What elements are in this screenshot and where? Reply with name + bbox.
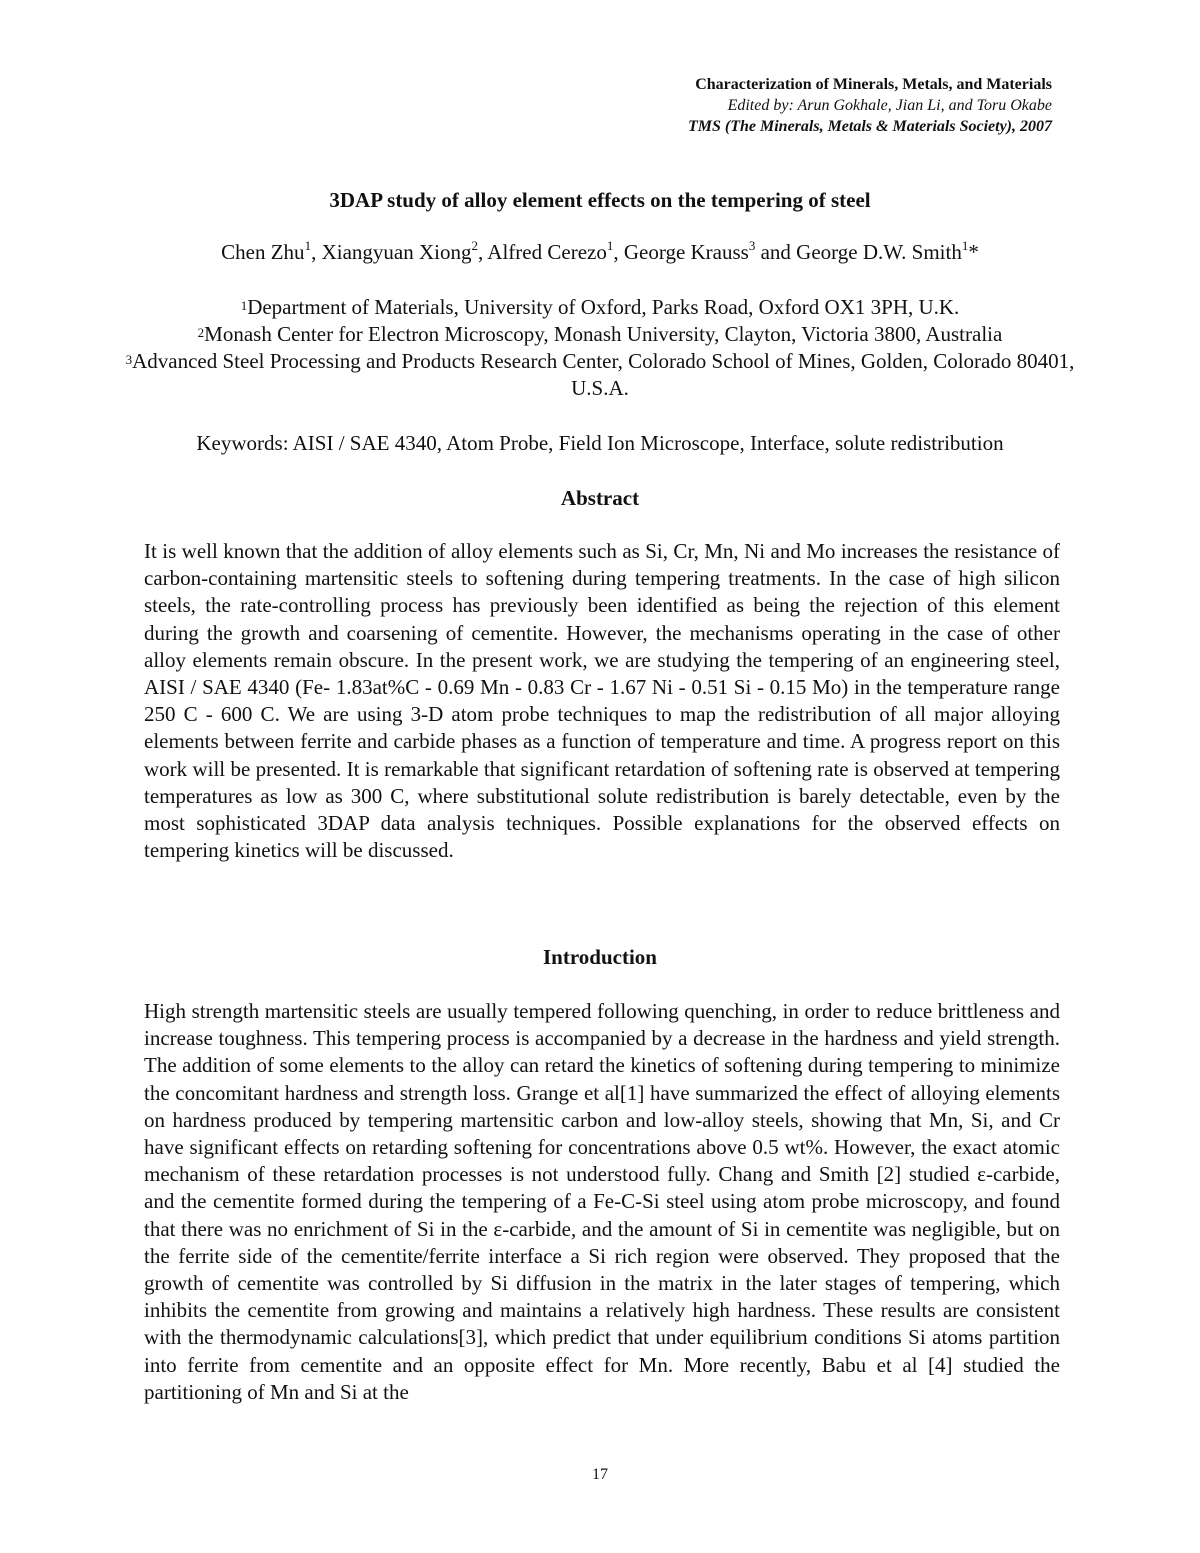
author-list	[0, 240, 1200, 265]
abstract-heading: Abstract	[560, 486, 640, 510]
keywords: Keywords: AISI / SAE 4340, Atom Probe, Field Ion Microscope, Interface, solute redistribution	[196, 431, 1004, 455]
page-number: 17	[592, 1466, 608, 1483]
author-name: , Alfred Cerezo	[477, 240, 607, 264]
introduction-heading: Introduction	[543, 945, 657, 969]
affiliation-marker: 3	[125, 352, 133, 367]
affiliation-marker: 1	[304, 238, 312, 253]
affiliation-text: Advanced Steel Processing and Products Research Center, Colorado School of Mines, Golden, Colorado 80401, U.S.A.	[132, 349, 1075, 400]
affiliation-marker: 2	[471, 238, 478, 253]
paper-title: 3DAP study of alloy element effects on the tempering of steel	[329, 188, 871, 212]
editors-line: Edited by: Arun Gokhale, Jian Li, and Toru Okabe	[727, 97, 1052, 114]
affiliation-1	[120, 294, 1080, 321]
introduction-body: High strength martensitic steels are usually tempered following quenching, in order to reduce brittleness and increase toughness. This tempering process is accompanied by a decrease in the hardness and yield strength. The addition of some elements to the alloy can retard the kinetics of softening during tempering to minimize the concomitant hardness and strength loss. Grange et al[1] have summarized the effect of alloying elements on hardness produced by tempering martensitic carbon and low-alloy steels, showing that Mn, Si, and Cr have significant effects on retarding softening for concentrations above 0.5 wt%. However, the exact atomic mechanism of these retardation processes is not understood fully. Chang and Smith [2] studied ε-carbide, and the cementite formed during the tempering of a Fe-C-Si steel using atom probe microscopy, and found that there was no enrichment of Si in the ε-carbide, and the amount of Si in cementite was negligible, but on the ferrite side of the cementite/ferrite interface a Si rich region were observed. They proposed that the growth of cementite was controlled by Si diffusion in the matrix in the later stages of tempering, which inhibits the cementite from growing and maintains a relatively high hardness. These results are consistent with the thermodynamic calculations[3], which predict that under equilibrium conditions Si atoms partition into ferrite from cementite and an opposite effect for Mn. More recently, Babu et al [4] studied the partitioning of Mn and Si at the	[144, 999, 1060, 1404]
book-title: Characterization of Minerals, Metals, and Materials	[695, 76, 1052, 93]
affiliation-text: Department of Materials, University of Oxford, Parks Road, Oxford OX1 3PH, U.K.	[247, 295, 960, 319]
affiliation-marker: 1	[606, 238, 614, 253]
publisher-line: TMS (The Minerals, Metals & Materials Society), 2007	[688, 118, 1052, 135]
author-name: , George Krauss	[613, 240, 749, 264]
author-name: , Xiangyuan Xiong	[311, 240, 472, 264]
corresponding-marker: *	[968, 240, 979, 264]
affiliation-marker: 3	[748, 238, 756, 253]
running-header	[688, 74, 1052, 137]
author-name: and George D.W. Smith	[755, 240, 962, 264]
affiliation-text: Monash Center for Electron Microscopy, Monash University, Clayton, Victoria 3800, Australia	[204, 322, 1003, 346]
affiliation-marker: 1	[240, 298, 248, 313]
affiliations	[120, 294, 1080, 402]
affiliation-marker: 1	[961, 238, 969, 253]
author-name: Chen Zhu	[221, 240, 305, 264]
affiliation-2	[120, 321, 1080, 348]
affiliation-3	[120, 348, 1080, 402]
abstract-body: It is well known that the addition of alloy elements such as Si, Cr, Mn, Ni and Mo increases the resistance of carbon-containing martensitic steels to softening during tempering treatments. In the case of high silicon steels, the rate-controlling process has previously been identified as being the rejection of this element during the growth and coarsening of cementite. However, the mechanisms operating in the case of other alloy elements remain obscure. In the present work, we are studying the tempering of an engineering steel, AISI / SAE 4340 (Fe- 1.83at%C - 0.69 Mn - 0.83 Cr - 1.67 Ni - 0.51 Si - 0.15 Mo) in the temperature range 250 C - 600 C. We are using 3-D atom probe techniques to map the redistribution of all major alloying elements between ferrite and carbide phases as a function of temperature and time. A progress report on this work will be presented. It is remarkable that significant retardation of softening rate is observed at tempering temperatures as low as 300 C, where substitutional solute redistribution is barely detectable, even by the most sophisticated 3DAP data analysis techniques. Possible explanations for the observed effects on tempering kinetics will be discussed.	[144, 539, 1060, 863]
affiliation-marker: 2	[197, 325, 205, 340]
